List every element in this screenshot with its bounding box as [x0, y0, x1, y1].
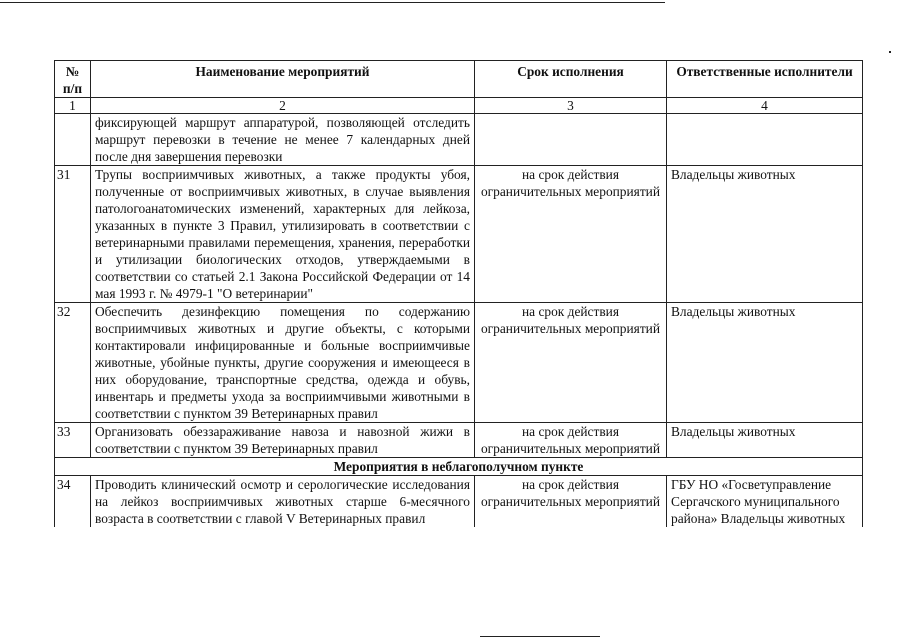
measure-responsible: ГБУ НО «Госветуправление Сергачского муниципального района» Владельцы животных	[667, 476, 863, 528]
column-number: 3	[475, 98, 667, 114]
header-term: Срок исполнения	[475, 61, 667, 98]
header-num: № п/п	[55, 61, 91, 98]
measure-term	[475, 114, 667, 166]
row-number	[55, 114, 91, 166]
measure-name: Проводить клинический осмотр и серологические исследования на лейкоз восприимчивых животных старше 6-месячного возраста в соответствии с главой V Ветеринарных правил	[91, 476, 475, 528]
table-row	[55, 423, 863, 458]
measure-responsible: Владельцы животных	[667, 166, 863, 303]
row-number: 31	[55, 166, 91, 303]
measure-name: Трупы восприимчивых животных, а также продукты убоя, полученные от восприимчивых животных, в случае выявления патологоанатомических изменений, характерных для лейкоза, указанных в пункте 3 Правил, утилизировать в соответствии с ветеринарными правилами перемещения, хранения, переработки и утилизации биологических отходов, утверждаемыми в соответствии со статьей 2.1 Закона Российской Федерации от 14 мая 1993 г. № 4979-1 "О ветеринарии"	[91, 166, 475, 303]
measure-responsible	[667, 114, 863, 166]
scan-artifact-bottom-line	[480, 636, 600, 637]
measures-table	[54, 60, 863, 527]
measure-term: на срок действия ограничительных мероприятий	[475, 476, 667, 528]
measure-name: фиксирующей маршрут аппаратурой, позволяющей отследить маршрут перевозки в течение не менее 7 календарных дней после дня завершения перевозки	[91, 114, 475, 166]
table-row	[55, 166, 863, 303]
measure-name: Обеспечить дезинфекцию помещения по содержанию восприимчивых животных и другие объекты, с которыми контактировали инфицированные и больные восприимчивые животные, убойные пункты, другие сооружения и имеющееся в них оборудование, транспортные средства, одежда и обувь, инвентарь и предметы ухода за восприимчивыми животными в соответствии с пунктом 39 Ветеринарных правил	[91, 303, 475, 423]
section-row	[55, 458, 863, 476]
row-number: 34	[55, 476, 91, 528]
scan-artifact-top-line	[0, 2, 665, 3]
measure-term: на срок действия ограничительных мероприятий	[475, 303, 667, 423]
measure-term: на срок действия ограничительных мероприятий	[475, 423, 667, 458]
measure-responsible: Владельцы животных	[667, 303, 863, 423]
measure-responsible: Владельцы животных	[667, 423, 863, 458]
table-row	[55, 303, 863, 423]
table-row	[55, 476, 863, 528]
section-title: Мероприятия в неблагополучном пункте	[55, 458, 863, 476]
column-number: 2	[91, 98, 475, 114]
header-name: Наименование мероприятий	[91, 61, 475, 98]
measure-term: на срок действия ограничительных мероприятий	[475, 166, 667, 303]
column-number: 1	[55, 98, 91, 114]
row-number: 32	[55, 303, 91, 423]
header-responsible: Ответственные исполнители	[667, 61, 863, 98]
row-number: 33	[55, 423, 91, 458]
scan-artifact-dot	[889, 51, 891, 53]
column-number-row	[55, 98, 863, 114]
table-row	[55, 114, 863, 166]
column-number: 4	[667, 98, 863, 114]
measure-name: Организовать обеззараживание навоза и навозной жижи в соответствии с пунктом 39 Ветеринарных правил	[91, 423, 475, 458]
header-row	[55, 61, 863, 98]
